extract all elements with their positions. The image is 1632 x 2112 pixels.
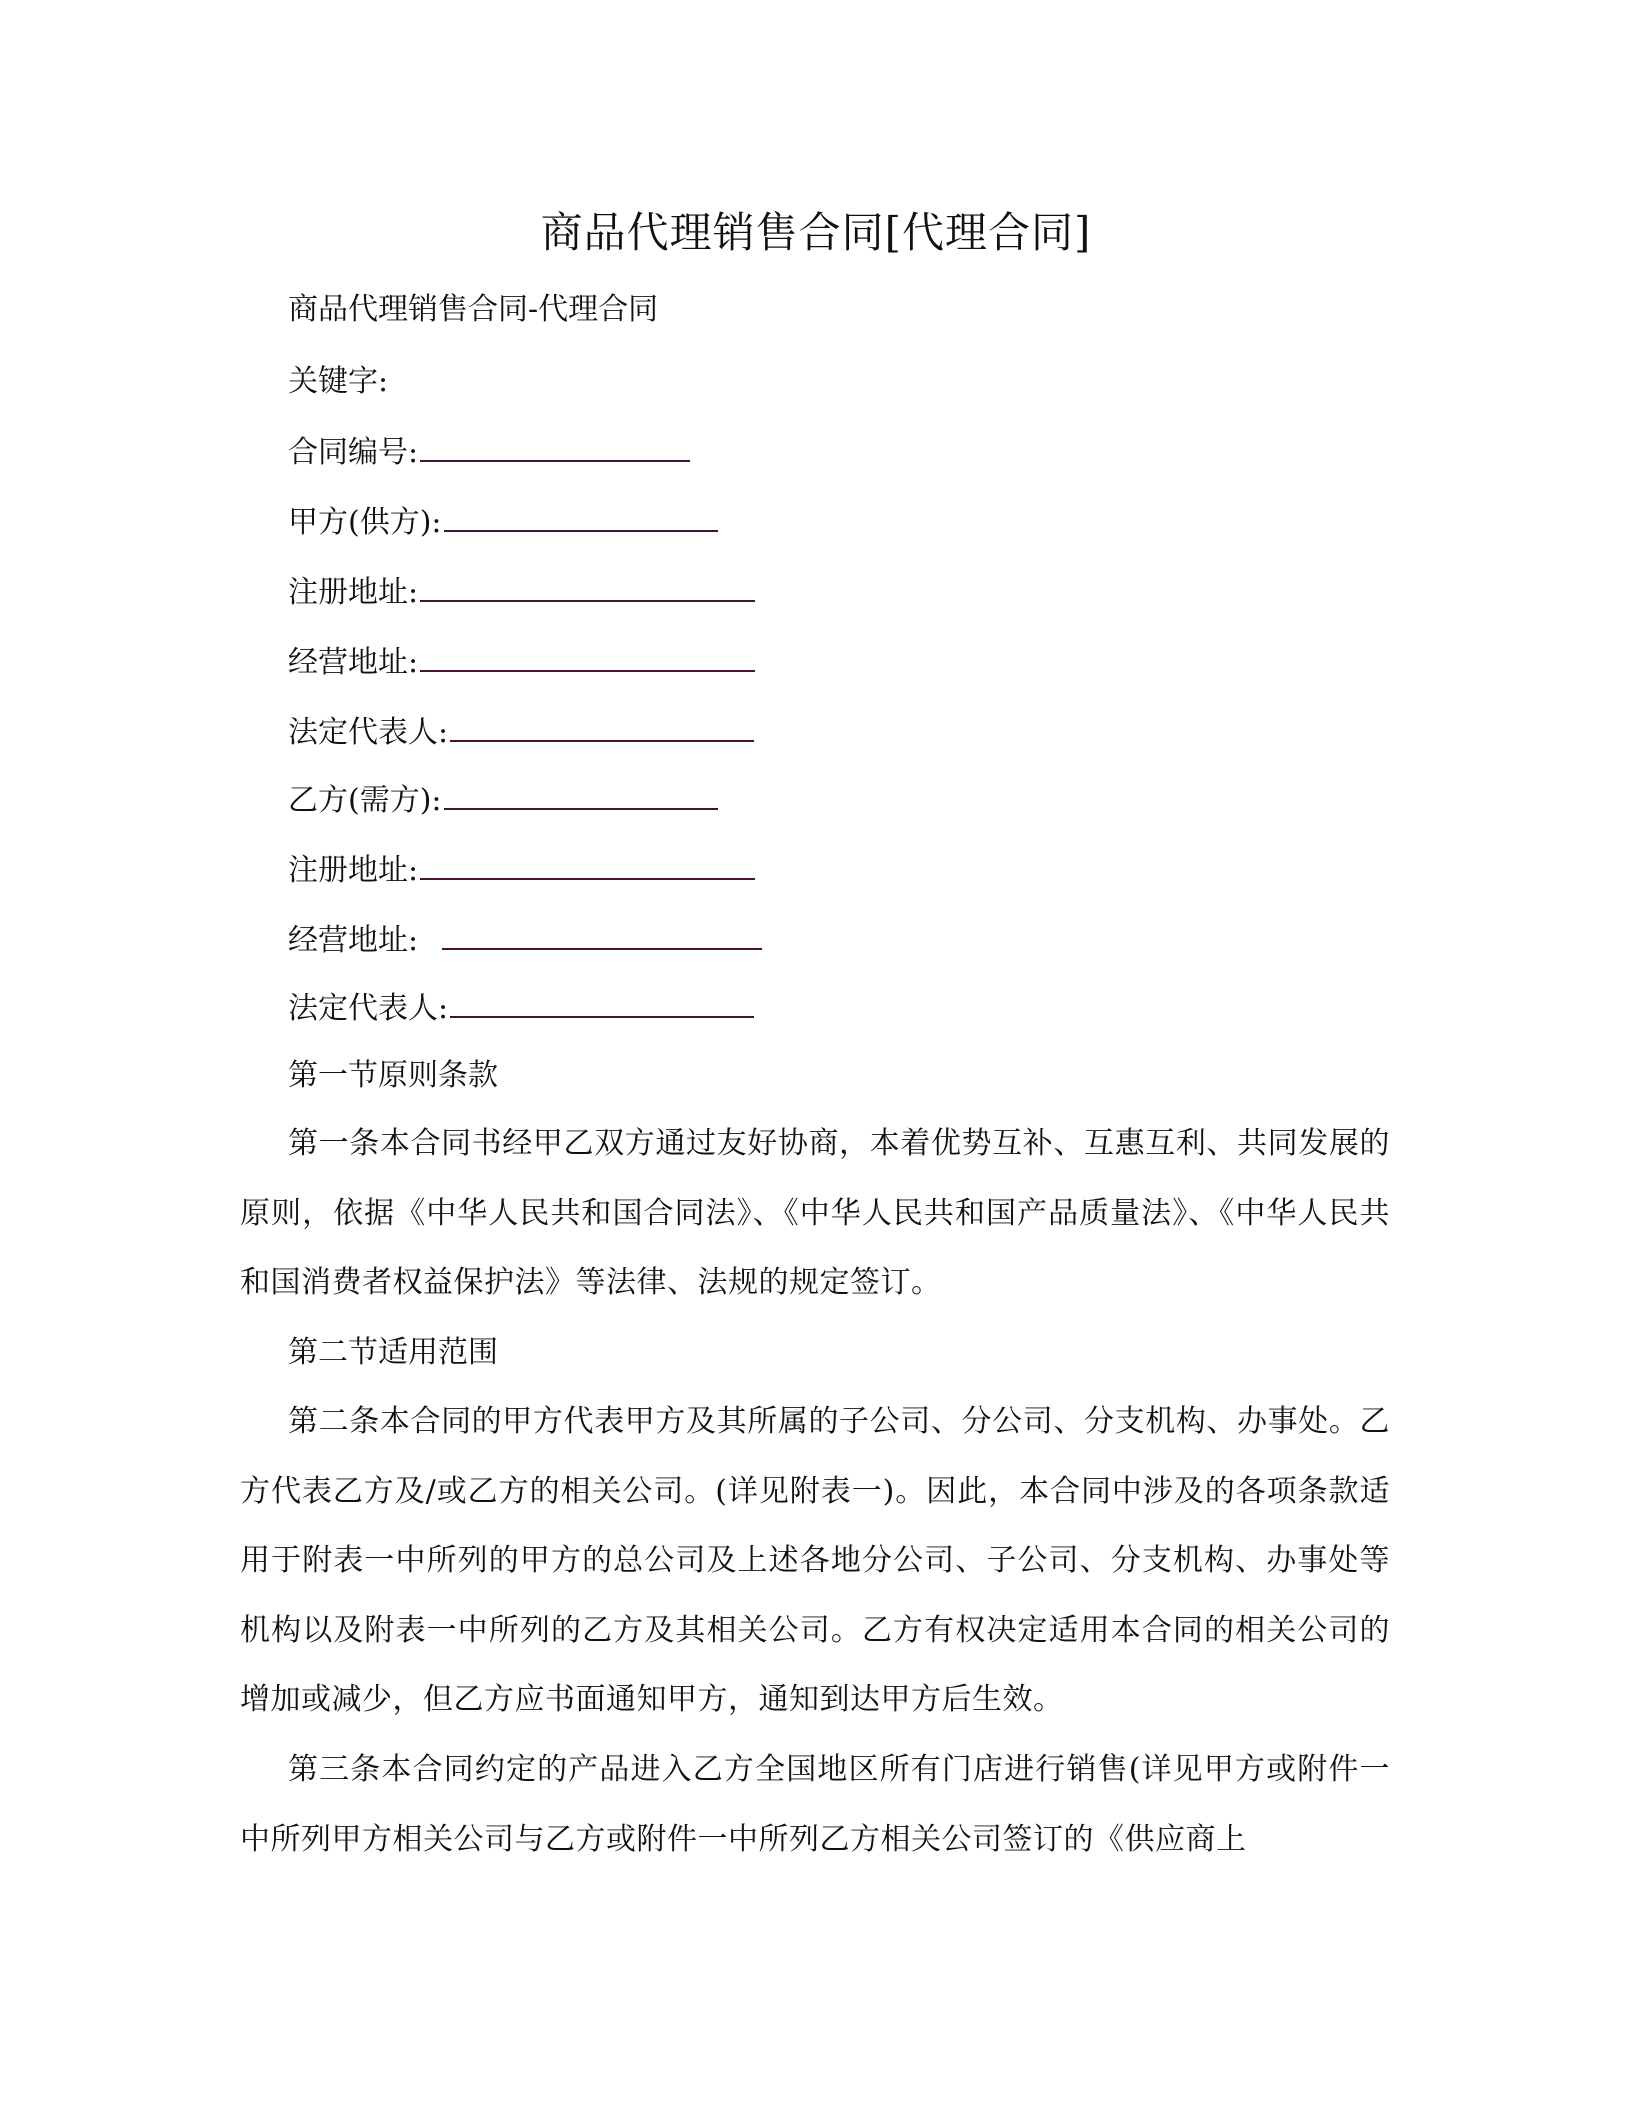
field-label: 注册地址: xyxy=(288,853,419,888)
field-contract-number xyxy=(288,430,690,473)
field-party-a-business-address xyxy=(288,640,755,683)
field-label: 经营地址: xyxy=(288,645,419,680)
field-party-a-legal-rep xyxy=(288,710,754,753)
party-b-business-address-blank[interactable] xyxy=(442,918,762,950)
party-b-blank[interactable] xyxy=(444,778,718,810)
field-label: 注册地址: xyxy=(288,575,419,610)
party-a-legal-rep-blank[interactable] xyxy=(450,710,754,742)
party-b-registered-address-blank[interactable] xyxy=(420,848,755,880)
article-2-paragraph: 第二条本合同的甲方代表甲方及其所属的子公司、分公司、分支机构、办事处。乙方代表乙方及/或乙方的相关公司。(详见附表一)。因此，本合同中涉及的各项条款适用于附表一中所列的甲方的总公司及上述各地分公司、子公司、分支机构、办事处等机构以及附表一中所列的乙方及其相关公司。乙方有权决定适用本合同的相关公司的增加或减少，但乙方应书面通知甲方，通知到达甲方后生效。 xyxy=(240,1404,1390,1717)
field-party-a-registered-address xyxy=(288,570,755,613)
field-label: 乙方(需方): xyxy=(288,783,442,818)
field-label: 法定代表人: xyxy=(288,715,449,750)
section-heading-scope: 第二节适用范围 xyxy=(288,1335,498,1370)
party-a-business-address-blank[interactable] xyxy=(420,640,755,672)
contract-number-blank[interactable] xyxy=(420,430,690,462)
party-a-blank[interactable] xyxy=(444,500,718,532)
field-label: 经营地址: xyxy=(288,923,428,958)
field-party-b xyxy=(288,778,718,821)
article-1-paragraph: 第一条本合同书经甲乙双方通过友好协商，本着优势互补、互惠互利、共同发展的原则，依据《中华人民共和国合同法》、《中华人民共和国产品质量法》、《中华人民共和国消费者权益保护法》等法律、法规的规定签订。 xyxy=(240,1126,1390,1300)
field-party-b-business-address xyxy=(288,918,762,961)
section-heading-principles: 第一节原则条款 xyxy=(288,1058,498,1093)
field-label: 法定代表人: xyxy=(288,991,449,1026)
field-party-b-registered-address xyxy=(288,848,755,891)
document-title: 商品代理销售合同[代理合同] xyxy=(540,208,1092,257)
keywords-label: 关键字: xyxy=(288,364,389,399)
document-subtitle: 商品代理销售合同-代理合同 xyxy=(288,292,659,327)
field-label: 甲方(供方): xyxy=(288,505,442,540)
article-3-paragraph: 第三条本合同约定的产品进入乙方全国地区所有门店进行销售(详见甲方或附件一中所列甲方相关公司与乙方或附件一中所列乙方相关公司签订的《供应商上 xyxy=(240,1752,1390,1857)
field-label: 合同编号: xyxy=(288,435,419,470)
field-party-b-legal-rep xyxy=(288,986,754,1029)
field-party-a xyxy=(288,500,718,543)
party-b-legal-rep-blank[interactable] xyxy=(450,986,754,1018)
party-a-registered-address-blank[interactable] xyxy=(420,570,755,602)
